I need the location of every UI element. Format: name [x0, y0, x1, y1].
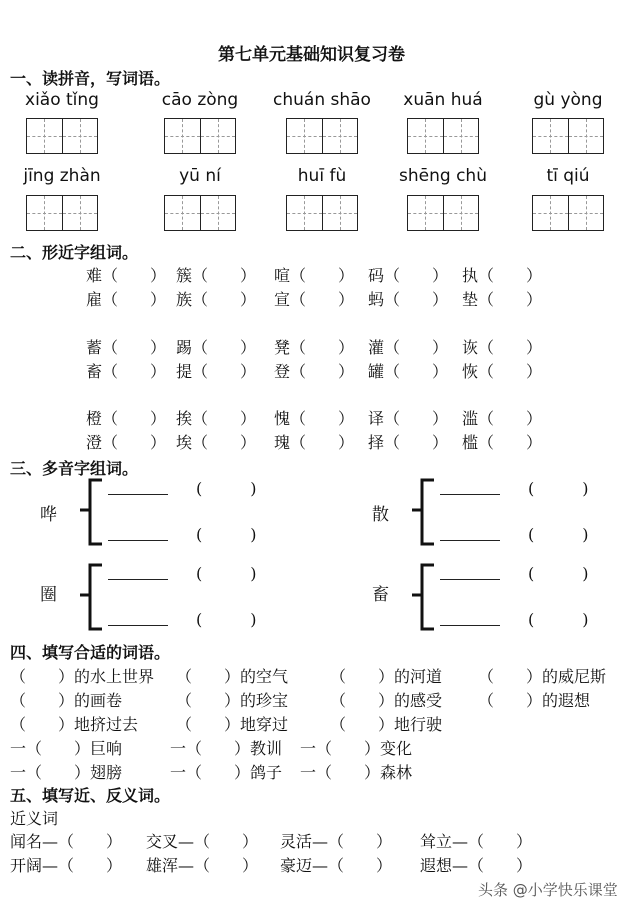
polyphone-char: 哗: [40, 505, 57, 525]
grid-cell[interactable]: [408, 119, 443, 153]
writing-grid[interactable]: [164, 118, 236, 154]
fill-blank[interactable]: （ ）的河道: [330, 667, 443, 686]
fill-blank[interactable]: （ ）的空气: [176, 667, 289, 686]
word-blank[interactable]: 提（ ）: [176, 362, 257, 381]
polyphone-char: 圈: [40, 585, 57, 605]
fill-blank[interactable]: （ ）地行驶: [330, 715, 443, 734]
grid-cell[interactable]: [27, 196, 62, 230]
pinyin-paren[interactable]: ( ): [196, 610, 257, 629]
synonym-blank[interactable]: 闻名—（ ）: [10, 832, 123, 851]
pinyin-paren[interactable]: ( ): [196, 525, 257, 544]
synonym-blank[interactable]: 灵活—（ ）: [280, 832, 393, 851]
writing-grid[interactable]: [26, 195, 98, 231]
synonym-blank[interactable]: 交叉—（ ）: [146, 832, 259, 851]
answer-line[interactable]: [108, 494, 168, 495]
fill-blank[interactable]: 一（ ）翅膀: [10, 763, 123, 782]
grid-cell[interactable]: [533, 119, 568, 153]
polyphone-char: 畜: [372, 585, 389, 605]
word-blank[interactable]: 雇（ ）: [86, 290, 167, 309]
word-blank[interactable]: 垫（ ）: [462, 290, 543, 309]
grid-cell[interactable]: [27, 119, 62, 153]
word-blank[interactable]: 畜（ ）: [86, 362, 167, 381]
word-blank[interactable]: 灌（ ）: [368, 338, 449, 357]
word-blank[interactable]: 瑰（ ）: [274, 433, 355, 452]
pinyin-label: yū ní: [179, 166, 221, 186]
grid-cell[interactable]: [287, 119, 322, 153]
writing-grid[interactable]: [26, 118, 98, 154]
word-blank[interactable]: 埃（ ）: [176, 433, 257, 452]
answer-line[interactable]: [440, 579, 500, 580]
word-blank[interactable]: 蚂（ ）: [368, 290, 449, 309]
pinyin-label: chuán shāo: [273, 90, 371, 110]
word-blank[interactable]: 登（ ）: [274, 362, 355, 381]
word-blank[interactable]: 挨（ ）: [176, 409, 257, 428]
section1-heading: 一、读拼音，写词语。: [10, 69, 171, 88]
polyphone-char: 散: [372, 505, 389, 525]
fill-blank[interactable]: （ ）的感受: [330, 691, 443, 710]
fill-blank[interactable]: （ ）的威尼斯: [478, 667, 607, 686]
fill-blank[interactable]: （ ）的珍宝: [176, 691, 289, 710]
grid-cell[interactable]: [200, 119, 236, 153]
word-blank[interactable]: 罐（ ）: [368, 362, 449, 381]
grid-cell[interactable]: [408, 196, 443, 230]
brace-icon: [78, 478, 104, 546]
fill-blank[interactable]: （ ）的水上世界: [10, 667, 155, 686]
pinyin-label: gù yòng: [533, 90, 603, 110]
writing-grid[interactable]: [532, 195, 604, 231]
answer-line[interactable]: [108, 540, 168, 541]
fill-blank[interactable]: 一（ ）鸽子: [170, 763, 283, 782]
fill-blank[interactable]: 一（ ）巨响: [10, 739, 123, 758]
grid-cell[interactable]: [62, 119, 98, 153]
pinyin-paren[interactable]: ( ): [196, 479, 257, 498]
word-blank[interactable]: 澄（ ）: [86, 433, 167, 452]
answer-line[interactable]: [108, 579, 168, 580]
word-blank[interactable]: 踢（ ）: [176, 338, 257, 357]
section2-heading: 二、形近字组词。: [10, 243, 139, 262]
section3-heading: 三、多音字组词。: [10, 459, 139, 478]
word-blank[interactable]: 宣（ ）: [274, 290, 355, 309]
grid-cell[interactable]: [165, 196, 200, 230]
word-blank[interactable]: 恢（ ）: [462, 362, 543, 381]
grid-cell[interactable]: [200, 196, 236, 230]
grid-cell[interactable]: [443, 119, 479, 153]
answer-line[interactable]: [440, 540, 500, 541]
writing-grid[interactable]: [286, 118, 358, 154]
word-blank[interactable]: 槛（ ）: [462, 433, 543, 452]
grid-cell[interactable]: [322, 119, 358, 153]
pinyin-label: shēng chù: [399, 166, 487, 186]
synonym-blank[interactable]: 遐想—（ ）: [420, 856, 533, 875]
fill-blank[interactable]: （ ）的遐想: [478, 691, 591, 710]
pinyin-label: xiǎo tǐng: [25, 90, 99, 110]
grid-cell[interactable]: [287, 196, 322, 230]
pinyin-paren[interactable]: ( ): [528, 525, 589, 544]
page-title: 第七单元基础知识复习卷: [218, 45, 405, 65]
word-blank[interactable]: 蓄（ ）: [86, 338, 167, 357]
section4-heading: 四、填写合适的词语。: [10, 643, 171, 662]
brace-icon: [410, 478, 436, 546]
grid-cell[interactable]: [568, 119, 604, 153]
synonym-blank[interactable]: 开阔—（ ）: [10, 856, 123, 875]
pinyin-paren[interactable]: ( ): [528, 479, 589, 498]
pinyin-label: huī fù: [297, 166, 347, 186]
synonym-blank[interactable]: 耸立—（ ）: [420, 832, 533, 851]
pinyin-label: jīng zhàn: [23, 166, 101, 186]
grid-cell[interactable]: [165, 119, 200, 153]
word-blank[interactable]: 执（ ）: [462, 266, 543, 285]
word-blank[interactable]: 簇（ ）: [176, 266, 257, 285]
grid-cell[interactable]: [533, 196, 568, 230]
grid-cell[interactable]: [568, 196, 604, 230]
grid-cell[interactable]: [443, 196, 479, 230]
section5-heading: 五、填写近、反义词。: [10, 786, 171, 805]
fill-blank[interactable]: （ ）的画卷: [10, 691, 123, 710]
watermark: 头条 @小学快乐课堂: [478, 881, 618, 899]
pinyin-label: cāo zòng: [161, 90, 239, 110]
synonym-blank[interactable]: 雄浑—（ ）: [146, 856, 259, 875]
section5-subheading: 近义词: [10, 809, 59, 828]
word-blank[interactable]: 择（ ）: [368, 433, 449, 452]
word-blank[interactable]: 愧（ ）: [274, 409, 355, 428]
word-blank[interactable]: 凳（ ）: [274, 338, 355, 357]
brace-icon: [410, 563, 436, 631]
word-blank[interactable]: 族（ ）: [176, 290, 257, 309]
grid-cell[interactable]: [62, 196, 98, 230]
fill-blank[interactable]: （ ）地穿过: [176, 715, 289, 734]
fill-blank[interactable]: 一（ ）变化: [300, 739, 413, 758]
writing-grid[interactable]: [407, 195, 479, 231]
brace-icon: [78, 563, 104, 631]
pinyin-paren[interactable]: ( ): [528, 564, 589, 583]
pinyin-paren[interactable]: ( ): [528, 610, 589, 629]
synonym-blank[interactable]: 豪迈—（ ）: [280, 856, 393, 875]
word-blank[interactable]: 诙（ ）: [462, 338, 543, 357]
answer-line[interactable]: [440, 494, 500, 495]
word-blank[interactable]: 码（ ）: [368, 266, 449, 285]
writing-grid[interactable]: [532, 118, 604, 154]
fill-blank[interactable]: 一（ ）森林: [300, 763, 413, 782]
word-blank[interactable]: 译（ ）: [368, 409, 449, 428]
word-blank[interactable]: 喧（ ）: [274, 266, 355, 285]
word-blank[interactable]: 难（ ）: [86, 266, 167, 285]
pinyin-paren[interactable]: ( ): [196, 564, 257, 583]
answer-line[interactable]: [108, 625, 168, 626]
fill-blank[interactable]: 一（ ）教训: [170, 739, 283, 758]
answer-line[interactable]: [440, 625, 500, 626]
writing-grid[interactable]: [164, 195, 236, 231]
writing-grid[interactable]: [286, 195, 358, 231]
writing-grid[interactable]: [407, 118, 479, 154]
pinyin-label: tī qiú: [546, 166, 590, 186]
word-blank[interactable]: 橙（ ）: [86, 409, 167, 428]
fill-blank[interactable]: （ ）地挤过去: [10, 715, 139, 734]
pinyin-label: xuān huá: [403, 90, 483, 110]
word-blank[interactable]: 滥（ ）: [462, 409, 543, 428]
grid-cell[interactable]: [322, 196, 358, 230]
